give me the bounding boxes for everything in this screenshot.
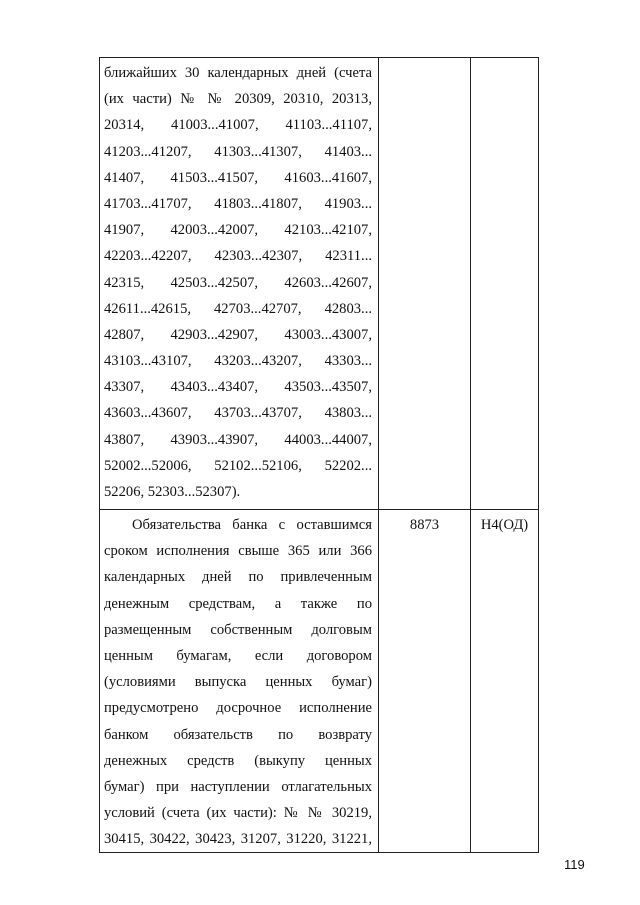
text-line: 43307, 43403...43407, 43503...43507, [104, 379, 372, 396]
text-line: ценным бумагам, если договором [104, 647, 372, 664]
description-cell [100, 58, 379, 510]
indicator-value: Н4(ОД) [480, 517, 529, 533]
text-line: 42611...42615, 42703...42707, 42803... [104, 300, 372, 317]
text-line: 41703...41707, 41803...41807, 41903... [104, 195, 372, 212]
code-cell [379, 58, 471, 510]
table-row [100, 58, 539, 510]
text-line: 41407, 41503...41507, 41603...41607, [104, 169, 372, 186]
text-line: 52002...52006, 52102...52106, 52202... [104, 457, 372, 474]
code-value: 8873 [409, 517, 440, 533]
text-line: 30415, 30422, 30423, 31207, 31220, 31221, [104, 831, 372, 848]
text-line: 42315, 42503...42507, 42603...42607, [104, 274, 372, 291]
text-line: 43807, 43903...43907, 44003...44007, [104, 431, 372, 448]
text-line: 52206, 52303...52307). [104, 484, 241, 500]
text-line: 20314, 41003...41007, 41103...41107, [104, 117, 372, 134]
text-line: ближайших 30 календарных дней (счета [104, 65, 372, 81]
table-row [100, 510, 539, 853]
text-line: 43103...43107, 43203...43207, 43303... [104, 353, 372, 370]
code-cell [379, 510, 471, 853]
document-table [99, 57, 539, 853]
text-line: календарных дней по привлеченным [104, 569, 372, 586]
description-text [100, 510, 378, 852]
indicator-cell [471, 510, 539, 853]
page-number: 119 [564, 857, 585, 872]
code-value [379, 58, 470, 60]
text-line: (их части) № № 20309, 20310, 20313, [104, 91, 372, 108]
text-line: условий (счета (их части): № № 30219, [104, 805, 372, 822]
description-cell [100, 510, 379, 853]
text-line: денежных средств (выкупу ценных [104, 752, 372, 769]
text-line: 43603...43607, 43703...43707, 43803... [104, 405, 372, 422]
indicator-value [471, 58, 538, 60]
text-line: 42807, 42903...42907, 43003...43007, [104, 326, 372, 343]
text-line: (условиями выпуска ценных бумаг) [104, 674, 372, 691]
text-line: банком обязательств по возврату [104, 726, 372, 743]
indicator-cell [471, 58, 539, 510]
description-text [100, 58, 378, 505]
text-line: предусмотрено досрочное исполнение [104, 700, 372, 717]
text-line: 42203...42207, 42303...42307, 42311... [104, 248, 372, 265]
text-line: денежным средствам, а также по [104, 595, 372, 612]
text-line: 41203...41207, 41303...41307, 41403... [104, 143, 372, 160]
text-line: размещенным собственным долговым [104, 621, 372, 638]
text-line: бумаг) при наступлении отлагательных [104, 778, 372, 795]
text-line: Обязательства банка с оставшимся [132, 517, 372, 533]
text-line: 41907, 42003...42007, 42103...42107, [104, 222, 372, 239]
text-line: сроком исполнения свыше 365 или 366 [104, 543, 372, 560]
